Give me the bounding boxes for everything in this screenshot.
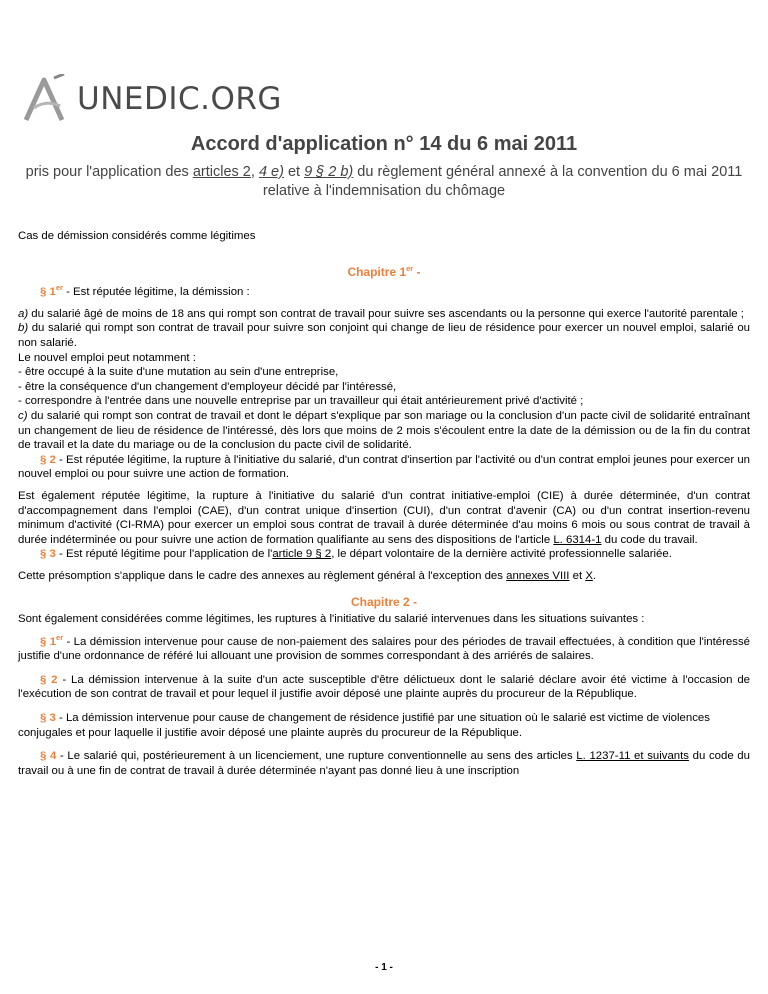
subtitle-sep: et [283,164,305,180]
section-text: - La démission intervenue à la suite d'un acte susceptible d'être délictueux dont le salarié déclare avoir été victime à l'occasion de l'exécution de son contrat de travail et pour lequel il justifie avoir déposé une plainte auprès du procureur de la République. [18,673,750,701]
c1-item-a [18,307,750,322]
paragraph-text: et [569,569,586,582]
section-label: § 2 [40,673,58,686]
chapitre-2-heading: Chapitre 2 - [350,595,417,610]
link-l6314-1[interactable]: L. 6314-1 [553,533,602,546]
c1-section-2-continued [18,489,750,547]
presomption-line [18,569,750,584]
link-annexe-x[interactable]: X [585,569,593,582]
page-number: - 1 - [375,962,393,973]
c1-item-b [18,321,750,350]
section-text: - Le salarié qui, postérieurement à un licenciement, une rupture conventionnelle au sens des articles [56,750,577,763]
c2-section-3 [18,711,750,740]
nouvel-emploi-line: Le nouvel emploi peut notamment : [18,351,196,364]
paragraph-text: du code du travail. [601,533,698,546]
unedic-logo-icon [20,74,80,124]
paragraph-text: Cette présomption s'applique dans le cadre des annexes au règlement général à l'exception des [18,569,507,582]
document-title: Accord d'application n° 14 du 6 mai 2011 [190,133,578,155]
dash-item: - correspondre à l'entrée dans une nouvelle entreprise par un travailleur qui était antérieurement privé d'activité ; [18,395,584,408]
link-articles-2[interactable]: articles 2 [192,164,251,180]
subtitle-text: du règlement général annexé à la convention du 6 mai 2011 relative à l'indemnisation du chômage [262,164,743,199]
paragraph-text: Est également réputée légitime, la rupture à l'initiative du salarié d'un contrat initiative-emploi (CIE) à durée déterminée, d'un contrat d'accompagnement dans l'emploi (CAE), d'un contrat unique d'insertion (CUI), d'un contrat d'avenir (CA) ou d'un contrat insertion-revenu minimum d'activité (CI-RMA) pour exercer un emploi sous contrat de travail à durée déterminée d'au moins 6 mois ou sous contrat de travail à durée indéterminée ou pour suivre une action de formation qualifiante au sens des dispositions de l'article [18,489,750,546]
dash-item: - être la conséquence d'un changement d'employeur décidé par l'intéressé, [18,380,397,393]
link-article-4e[interactable]: 4 e) [258,164,284,180]
subtitle-sep: , [250,164,259,180]
link-article-9-2[interactable]: article 9 § 2 [272,548,332,561]
section-text: - La démission intervenue pour cause de changement de résidence justifié par une situation où le salarié est victime de violences conjugales et pour laquelle il justifie avoir déposé une plainte auprès du procureur de la République. [18,712,710,739]
item-letter: c) [18,409,28,422]
item-text: du salarié qui rompt son contrat de travail et dont le départ s'explique par son mariage ou la conclusion d'un pacte civil de solidarité entraînant un changement de lieu de résidence de l'intéressé, dès lors que moins de 2 mois s'écoulent entre la date de la démission ou de la fin du contrat de travail et la date du mariage ou de la conclusion du pacte civil de solidarité. [18,409,750,452]
c2-section-1 [18,632,750,664]
section-sup: er [56,632,64,642]
section-sup: er [55,283,63,293]
c2-intro: Sont également considérées comme légitimes, les ruptures à l'initiative du salarié intervenues dans les situations suivantes : [18,613,645,626]
c1-section-1 [18,285,750,300]
intro-line: Cas de démission considérés comme légitimes [18,230,256,242]
section-text: - Est réputé légitime pour l'application de l' [55,548,273,561]
section-text: - La démission intervenue pour cause de non-paiement des salaires pour des périodes de travail effectuées, à condition que l'intéressé justifie d'une ordonnance de référé lui allouant une provision de sommes correspondant à des arriérés de salaires. [18,635,750,663]
section-text: du code du travail ou à une fin de contrat de travail à durée déterminée n'ayant pas donné lieu à une inscription [18,750,750,777]
section-label: § 3 [40,712,56,725]
c1-section-2 [18,453,750,482]
logo-wordmark: UNEDIC.ORG [77,81,282,117]
section-label: § 3 [40,548,56,561]
document-body [18,229,750,778]
item-letter: b) [18,322,29,335]
section-label: § 1 [40,635,57,648]
c2-section-4 [18,749,750,778]
c2-section-2 [18,673,750,702]
item-text: du salarié âgé de moins de 18 ans qui rompt son contrat de travail pour suivre ses ascendants ou la personne qui exerce l'autorité parentale ; [28,307,744,320]
section-label: § 2 [40,453,56,466]
chapitre-1-heading [18,265,750,280]
dash-item: - être occupé à la suite d'une mutation au sein d'une entreprise, [18,366,339,379]
item-letter: a) [18,307,29,320]
document-subtitle [22,163,746,201]
section-text: - Est réputée légitime, la démission : [62,286,250,299]
section-label: § 1 [40,286,56,299]
subtitle-text: pris pour l'application des [25,164,193,180]
link-l1237-11[interactable]: L. 1237-11 et suivants [576,750,689,763]
paragraph-text: . [592,569,597,582]
chapitre-1-dash: - [413,264,421,279]
section-label: § 4 [40,750,57,763]
chapitre-1-text: Chapitre 1 [347,264,407,279]
section-text: - Est réputée légitime, la rupture à l'initiative du salarié, d'un contrat d'insertion par l'activité ou d'un contrat emploi jeunes pour exercer un nouvel emploi ou pour suivre une action de formation. [18,453,750,481]
chapitre-1-sup: er [406,263,414,273]
section-text: , le départ volontaire de la dernière activité professionnelle salariée. [331,548,672,561]
c1-section-3 [18,547,750,562]
c1-item-c [18,409,750,453]
link-annexes-viii[interactable]: annexes VIII [506,569,570,582]
link-article-9-2b[interactable]: 9 § 2 b) [304,164,354,180]
item-text: du salarié qui rompt son contrat de travail pour suivre son conjoint qui change de lieu de résidence pour exercer un nouvel emploi, salarié ou non salarié. [18,322,750,349]
